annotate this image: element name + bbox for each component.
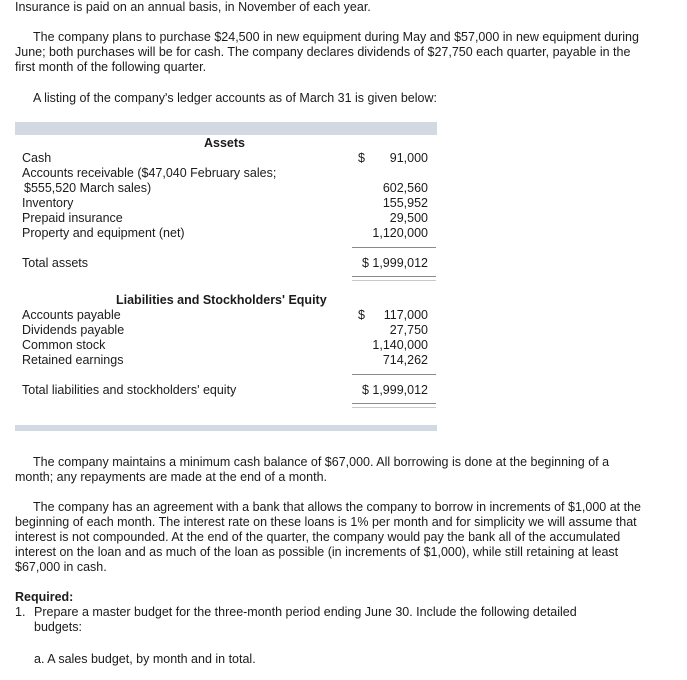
accounts-receivable-row-2 bbox=[22, 181, 434, 196]
accounts-receivable-value: 602,560 bbox=[382, 181, 428, 195]
dividends-payable-value: 27,750 bbox=[389, 323, 428, 337]
total-assets-label: Total assets bbox=[22, 256, 89, 270]
bank-agreement-paragraph: The company has an agreement with a bank that allows the company to borrow in increments of $1,000 at the beginning of each month. The interest rate on these loans is 1% per month and for simplicity we will assume that interest is not compounded. At the end of the quarter, the company would pay the bank all of the accumulated interest on the loan and as much of the loan as possible (in increments of $1,000), while still retaining at least $67,000 in cash. bbox=[15, 500, 641, 574]
minimum-cash-paragraph: The company maintains a minimum cash balance of $67,000. All borrowing is done at the beginning of a month; any repayments are made at the end of a month. bbox=[15, 455, 610, 484]
inventory-value: 155,952 bbox=[382, 196, 428, 210]
property-equipment-row bbox=[22, 226, 434, 241]
property-equipment-label: Property and equipment (net) bbox=[22, 226, 185, 240]
accounts-payable-row bbox=[22, 308, 434, 323]
required-heading: Required: bbox=[15, 590, 74, 604]
liabilities-heading: Liabilities and Stockholders' Equity bbox=[116, 293, 327, 307]
common-stock-label: Common stock bbox=[22, 338, 106, 352]
required-item-1-number: 1. bbox=[15, 605, 26, 619]
property-equipment-value: 1,120,000 bbox=[372, 226, 428, 240]
total-assets-double-rule-1 bbox=[352, 276, 436, 277]
accounts-receivable-label-2: $555,520 March sales) bbox=[24, 181, 152, 195]
accounts-payable-dollar-sign: $ bbox=[358, 308, 365, 322]
total-liabilities-row bbox=[22, 383, 434, 398]
required-item-1 bbox=[15, 605, 643, 635]
prepaid-insurance-value: 29,500 bbox=[389, 211, 428, 225]
total-assets-value: $ 1,999,012 bbox=[361, 256, 428, 270]
table-bottom-band bbox=[15, 425, 437, 431]
retained-earnings-row bbox=[22, 353, 434, 368]
common-stock-value: 1,140,000 bbox=[372, 338, 428, 352]
accounts-payable-label: Accounts payable bbox=[22, 308, 121, 322]
accounts-receivable-row bbox=[22, 166, 434, 181]
table-top-band bbox=[15, 122, 437, 135]
required-item-a: a. A sales budget, by month and in total. bbox=[34, 652, 256, 666]
total-assets-double-rule-2 bbox=[352, 280, 436, 281]
accounts-receivable-label: Accounts receivable ($47,040 February sales; bbox=[22, 166, 277, 180]
total-assets-row bbox=[22, 256, 434, 271]
equipment-paragraph: The company plans to purchase $24,500 in new equipment during May and $57,000 in new equipment during June; both purchases will be for cash. The company declares dividends of $27,750 each quarter, payable in the first month of the following quarter. bbox=[15, 30, 639, 74]
liabilities-subtotal-rule bbox=[352, 374, 436, 375]
cash-value: 91,000 bbox=[389, 151, 428, 165]
cash-row bbox=[22, 151, 434, 166]
dividends-payable-label: Dividends payable bbox=[22, 323, 125, 337]
common-stock-row bbox=[22, 338, 434, 353]
accounts-payable-value: 117,000 bbox=[383, 308, 428, 322]
retained-earnings-value: 714,262 bbox=[382, 353, 428, 367]
intro-line: Insurance is paid on an annual basis, in November of each year. bbox=[15, 0, 371, 14]
total-liabilities-double-rule-1 bbox=[352, 403, 436, 404]
total-liabilities-double-rule-2 bbox=[352, 407, 436, 408]
prepaid-insurance-row bbox=[22, 211, 434, 226]
total-liabilities-label: Total liabilities and stockholders' equity bbox=[22, 383, 237, 397]
inventory-row bbox=[22, 196, 434, 211]
ledger-intro-paragraph: A listing of the company's ledger accounts as of March 31 is given below: bbox=[33, 91, 437, 105]
dividends-payable-row bbox=[22, 323, 434, 338]
cash-dollar-sign: $ bbox=[358, 151, 365, 165]
assets-subtotal-rule bbox=[352, 247, 436, 248]
assets-heading: Assets bbox=[204, 136, 245, 150]
cash-label: Cash bbox=[22, 151, 52, 165]
prepaid-insurance-label: Prepaid insurance bbox=[22, 211, 123, 225]
retained-earnings-label: Retained earnings bbox=[22, 353, 124, 367]
required-item-1-text: Prepare a master budget for the three-month period ending June 30. Include the following detailed budgets: bbox=[34, 605, 577, 634]
inventory-label: Inventory bbox=[22, 196, 74, 210]
total-liabilities-value: $ 1,999,012 bbox=[361, 383, 428, 397]
